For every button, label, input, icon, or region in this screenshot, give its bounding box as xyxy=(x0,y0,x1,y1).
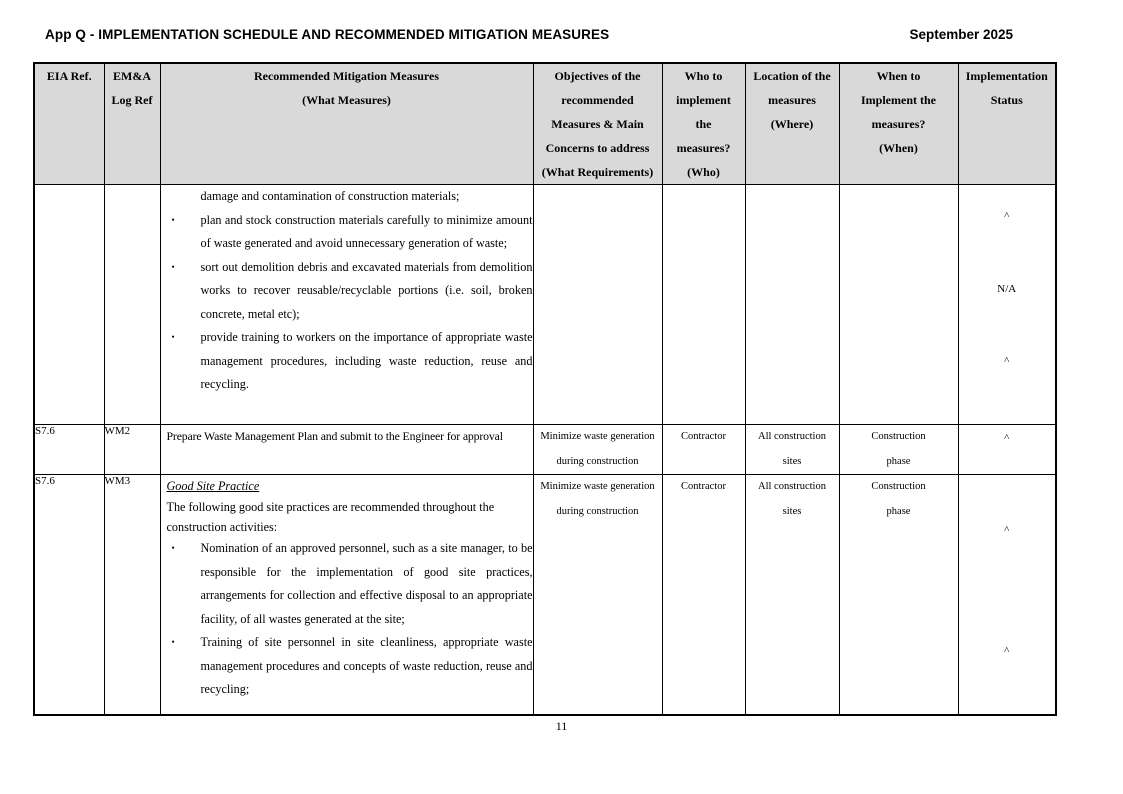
cell-where xyxy=(745,475,839,715)
header-line: Log Ref xyxy=(111,93,153,107)
measure-text: plan and stock construction materials carefully to minimize amount of waste generated and avoid unnecessary generation of waste; xyxy=(200,212,533,250)
measure-bullet-item xyxy=(161,256,533,327)
cell-implementation-status xyxy=(958,185,1056,425)
cell-objectives xyxy=(533,185,662,425)
status-mark: ^ xyxy=(1004,210,1010,222)
where-line: sites xyxy=(782,455,802,467)
bullet-icon: • xyxy=(171,543,175,553)
cell-who xyxy=(662,475,745,715)
header-line: Implementation xyxy=(965,69,1048,83)
measure-text: sort out demolition debris and excavated materials from demolition works to recover reusable/recyclable portions (i.e. soil, broken concrete, metal etc); xyxy=(200,259,533,321)
cell-where xyxy=(745,425,839,475)
header-line: Recommended Mitigation Measures xyxy=(253,69,440,83)
column-header-where xyxy=(745,63,839,185)
status-mark: ^ xyxy=(1004,432,1010,444)
cell-measures xyxy=(160,475,533,715)
header-line: Status xyxy=(990,93,1023,107)
measure-continuation-text: damage and contamination of construction materials; xyxy=(200,189,460,203)
header-line: (When) xyxy=(879,141,918,155)
header-line: implement xyxy=(676,93,731,107)
status-mark: ^ xyxy=(1004,645,1010,657)
cell-objectives xyxy=(533,475,662,715)
cell-implementation-status xyxy=(958,425,1056,475)
cell-ema-log-ref xyxy=(104,185,160,425)
when-line: Construction xyxy=(871,431,926,442)
measure-text: provide training to workers on the importance of appropriate waste management procedures, including waste reduction, reuse and recycling. xyxy=(200,330,533,391)
objectives-line: Minimize waste generation xyxy=(540,431,655,442)
cell-when xyxy=(839,425,958,475)
objectives-line: during construction xyxy=(556,505,639,517)
table-row xyxy=(34,475,1056,715)
objectives-line: Minimize waste generation xyxy=(540,481,655,492)
table-header-row xyxy=(34,63,1056,185)
header-line: Objectives of the xyxy=(554,69,641,83)
header-line: EIA Ref. xyxy=(46,69,92,83)
header-line: recommended xyxy=(561,93,634,107)
who-line: Contractor xyxy=(681,481,726,492)
where-line: sites xyxy=(782,505,802,517)
objectives-line: during construction xyxy=(556,455,639,467)
header-line: Location of the xyxy=(753,69,831,83)
measure-bullet-item xyxy=(161,537,533,631)
header-line: (Who) xyxy=(687,165,720,179)
status-mark: N/A xyxy=(997,283,1017,295)
column-header-when xyxy=(839,63,958,185)
cell-measures xyxy=(160,185,533,425)
when-line: phase xyxy=(886,455,911,467)
measure-heading: Good Site Practice xyxy=(166,479,260,493)
bullet-icon: • xyxy=(171,332,175,342)
status-mark: ^ xyxy=(1004,524,1010,536)
header-line: (What Requirements) xyxy=(541,165,654,179)
measure-bullet-item xyxy=(161,326,533,397)
column-header-objectives xyxy=(533,63,662,185)
implementation-schedule-table xyxy=(33,62,1057,716)
cell-objectives xyxy=(533,425,662,475)
header-line: Measures & Main xyxy=(551,117,644,131)
where-line: All construction xyxy=(758,481,826,492)
header-line: the xyxy=(695,117,712,131)
column-header-measures xyxy=(160,63,533,185)
column-header-who xyxy=(662,63,745,185)
when-line: Construction xyxy=(871,481,926,492)
when-line: phase xyxy=(886,505,911,517)
header-line: (What Measures) xyxy=(302,93,391,107)
header-line: Who to xyxy=(684,69,723,83)
cell-ema-log-ref: WM3 xyxy=(104,475,160,715)
header-line: (Where) xyxy=(770,117,814,131)
cell-where xyxy=(745,185,839,425)
header-line: measures xyxy=(768,93,816,107)
measure-text: Prepare Waste Management Plan and submit to the Engineer for approval xyxy=(166,429,503,443)
status-mark: ^ xyxy=(1004,355,1010,367)
header-line: When to xyxy=(876,69,921,83)
column-header-ema-log-ref xyxy=(104,63,160,185)
document-date: September 2025 xyxy=(909,27,1013,42)
table-row xyxy=(34,185,1056,425)
header-line: EM&A xyxy=(113,69,151,83)
document-title: App Q - IMPLEMENTATION SCHEDULE AND RECOMMENDED MITIGATION MEASURES xyxy=(45,27,610,42)
bullet-icon: • xyxy=(171,214,175,225)
cell-who xyxy=(662,425,745,475)
cell-ema-log-ref: WM2 xyxy=(104,425,160,475)
header-line: Concerns to address xyxy=(545,141,650,155)
cell-implementation-status xyxy=(958,475,1056,715)
table-row xyxy=(34,425,1056,475)
who-line: Contractor xyxy=(681,431,726,442)
cell-eia-ref xyxy=(34,185,104,425)
bullet-icon: • xyxy=(171,637,175,647)
cell-when xyxy=(839,185,958,425)
header-line: measures? xyxy=(676,141,731,155)
cell-eia-ref: S7.6 xyxy=(34,425,104,475)
measure-bullet-item xyxy=(161,209,533,256)
cell-who xyxy=(662,185,745,425)
cell-when xyxy=(839,475,958,715)
header-line: Implement the xyxy=(861,93,936,107)
measure-intro-text: The following good site practices are recommended throughout the construction activities: xyxy=(166,500,495,534)
column-header-implementation-status xyxy=(958,63,1056,185)
header-line: measures? xyxy=(871,117,926,131)
measure-bullet-item xyxy=(161,631,533,702)
column-header-eia-ref xyxy=(34,63,104,185)
bullet-icon: • xyxy=(171,261,175,272)
cell-measures xyxy=(160,425,533,475)
page-number: 11 xyxy=(555,719,568,733)
measure-text: Training of site personnel in site cleanliness, appropriate waste management procedures and concepts of waste reduction, reuse and recycling; xyxy=(200,635,533,696)
cell-eia-ref: S7.6 xyxy=(34,475,104,715)
measure-text: Nomination of an approved personnel, such as a site manager, to be responsible for the implementation of good site practices, arrangements for collection and effective disposal to an appropriate facility, of all wastes generated at the site; xyxy=(200,541,533,626)
where-line: All construction xyxy=(758,431,826,442)
